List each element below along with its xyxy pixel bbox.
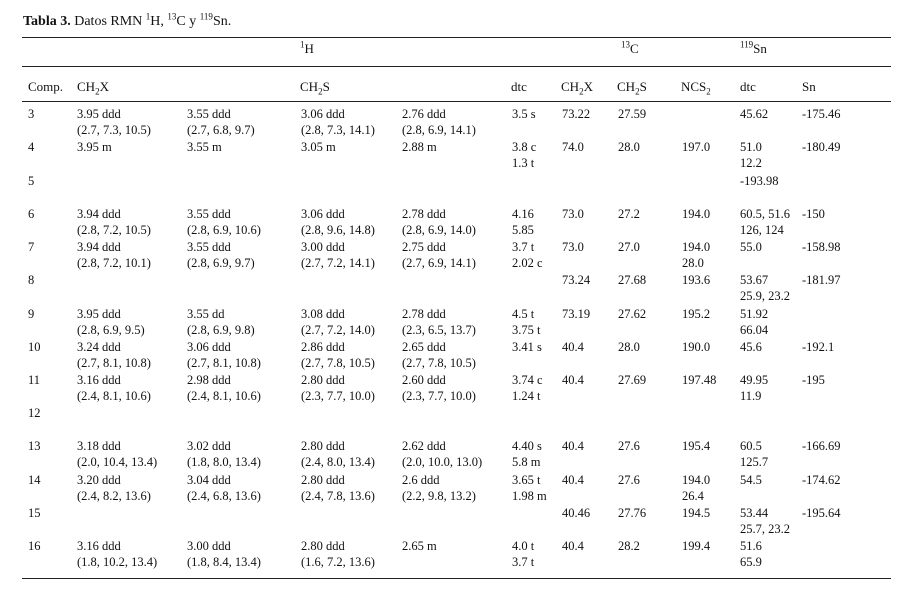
cell-comp: 3 [28, 107, 35, 121]
cell-sn: -195.64 [802, 506, 841, 520]
cell-sn: -150 [802, 207, 825, 221]
cell-sn: -180.49 [802, 140, 841, 154]
header-rule [22, 66, 891, 67]
cell-dtc: 4.5 t 3.75 t [512, 307, 541, 337]
cell-h2: 3.55 dd (2.8, 6.9, 9.8) [187, 307, 255, 337]
cell-h1: 3.24 ddd (2.7, 8.1, 10.8) [77, 340, 151, 370]
cell-c3: 194.0 [682, 207, 711, 221]
cell-h1: 3.94 ddd (2.8, 7.2, 10.5) [77, 207, 151, 237]
caption-sn: Sn. [212, 14, 232, 29]
cell-dtc: 3.65 t 1.98 m [512, 473, 547, 503]
caption-sup-13: 13 [167, 11, 177, 22]
cell-dtc: 4.16 5.85 [512, 207, 534, 237]
cell-c3: 197.0 [682, 140, 711, 154]
cell-c1: 73.0 [562, 240, 584, 254]
cell-sn: -166.69 [802, 439, 841, 453]
cell-h3: 3.00 ddd (2.7, 7.2, 14.1) [301, 240, 375, 270]
col-header-ch2s-h [300, 79, 330, 95]
cell-sn-dtc: 51.0 12.2 [740, 140, 762, 170]
cell-h1: 3.16 ddd (2.4, 8.1, 10.6) [77, 373, 151, 403]
cell-c1: 40.4 [562, 539, 584, 553]
cell-comp: 9 [28, 307, 35, 321]
cell-comp: 5 [28, 174, 35, 188]
cell-c3: 190.0 [682, 340, 711, 354]
cell-c1: 73.24 [562, 273, 591, 287]
col-header-dtc-sn: dtc [740, 79, 756, 94]
cell-dtc: 3.5 s [512, 107, 536, 121]
col-ch2x-c-sub: 2 [579, 86, 584, 97]
top-rule [22, 37, 891, 38]
cell-h3: 3.08 ddd (2.7, 7.2, 14.0) [301, 307, 375, 337]
cell-c2: 27.6 [618, 439, 640, 453]
cell-sn-dtc: 53.67 25.9, 23.2 [740, 273, 790, 303]
cell-sn: -195 [802, 373, 825, 387]
cell-h4: 2.88 m [402, 140, 437, 154]
col-header-ch2s-c [617, 79, 647, 95]
cell-sn-dtc: 60.5, 51.6 126, 124 [740, 207, 790, 237]
cell-c3: 194.5 [682, 506, 711, 520]
cell-sn-dtc: 45.6 [740, 340, 762, 354]
cell-h1: 3.95 ddd (2.8, 6.9, 9.5) [77, 307, 145, 337]
cell-dtc: 3.8 c 1.3 t [512, 140, 537, 170]
cell-sn: -175.46 [802, 107, 841, 121]
col-ch2s-c-sub: 2 [635, 86, 640, 97]
cell-dtc: 4.0 t 3.7 t [512, 539, 535, 569]
cell-c1: 73.22 [562, 107, 591, 121]
cell-c2: 28.2 [618, 539, 640, 553]
cell-c2: 27.2 [618, 207, 640, 221]
cell-c2: 27.69 [618, 373, 647, 387]
cell-sn: -181.97 [802, 273, 841, 287]
caption-label: Tabla 3. [23, 14, 71, 29]
col-ch2x-h-ch: CH [77, 79, 96, 94]
cell-comp: 4 [28, 140, 35, 154]
cell-h2: 3.06 ddd (2.7, 8.1, 10.8) [187, 340, 261, 370]
cell-sn-dtc: 55.0 [740, 240, 762, 254]
group-header-119sn [740, 41, 767, 57]
cell-sn-dtc: 51.92 66.04 [740, 307, 769, 337]
cell-h1: 3.16 ddd (1.8, 10.2, 13.4) [77, 539, 158, 569]
cell-sn: -174.62 [802, 473, 841, 487]
cell-comp: 11 [28, 373, 41, 387]
col-ch2s-c-ch: CH [617, 79, 636, 94]
cell-h1: 3.20 ddd (2.4, 8.2, 13.6) [77, 473, 151, 503]
cell-h3: 2.80 ddd (2.4, 7.8, 13.6) [301, 473, 375, 503]
cell-h4: 2.6 ddd (2.2, 9.8, 13.2) [402, 473, 476, 503]
cell-sn-dtc: 60.5 125.7 [740, 439, 769, 469]
cell-h2: 3.04 ddd (2.4, 6.8, 13.6) [187, 473, 261, 503]
caption-text: Datos RMN [74, 14, 146, 29]
cell-sn: -158.98 [802, 240, 841, 254]
col-ch2s-h-ch: CH [300, 79, 319, 94]
column-header-rule [22, 101, 891, 102]
cell-h2: 3.55 ddd (2.7, 6.8, 9.7) [187, 107, 255, 137]
col-header-dtc-h: dtc [511, 79, 527, 94]
cell-h2: 3.55 ddd (2.8, 6.9, 9.7) [187, 240, 255, 270]
col-ch2s-h-s: S [322, 79, 330, 94]
cell-comp: 6 [28, 207, 35, 221]
col-ch2x-h-sub: 2 [95, 86, 100, 97]
cell-h3: 2.80 ddd (1.6, 7.2, 13.6) [301, 539, 375, 569]
group-header-1h [300, 41, 314, 57]
group-c-label: C [630, 41, 639, 56]
cell-sn-dtc: -193.98 [740, 174, 779, 188]
col-ch2x-c-x: X [583, 79, 593, 94]
col-ncs2-sub: 2 [706, 86, 711, 97]
col-ch2s-h-sub: 2 [318, 86, 323, 97]
cell-c2: 28.0 [618, 140, 640, 154]
cell-c2: 27.6 [618, 473, 640, 487]
col-ch2x-c-ch: CH [561, 79, 580, 94]
cell-comp: 14 [28, 473, 41, 487]
cell-c3: 193.6 [682, 273, 711, 287]
cell-c3: 195.2 [682, 307, 711, 321]
cell-dtc: 4.40 s 5.8 m [512, 439, 542, 469]
table-caption [23, 11, 232, 30]
cell-dtc: 3.41 s [512, 340, 542, 354]
cell-c3: 194.0 26.4 [682, 473, 711, 503]
cell-c2: 27.59 [618, 107, 647, 121]
col-header-ch2x-h [77, 79, 109, 95]
cell-h4: 2.75 ddd (2.7, 6.9, 14.1) [402, 240, 476, 270]
cell-c2: 28.0 [618, 340, 640, 354]
caption-sup-119: 119 [199, 11, 213, 22]
cell-dtc: 3.74 c 1.24 t [512, 373, 543, 403]
group-h-sup: 1 [300, 39, 305, 50]
cell-h2: 2.98 ddd (2.4, 8.1, 10.6) [187, 373, 261, 403]
cell-comp: 12 [28, 406, 41, 420]
cell-sn-dtc: 53.44 25.7, 23.2 [740, 506, 790, 536]
cell-h4: 2.60 ddd (2.3, 7.7, 10.0) [402, 373, 476, 403]
cell-h2: 3.55 ddd (2.8, 6.9, 10.6) [187, 207, 261, 237]
cell-c3: 195.4 [682, 439, 711, 453]
cell-h1: 3.95 m [77, 140, 112, 154]
col-header-sn: Sn [802, 79, 816, 94]
col-header-ch2x-c [561, 79, 593, 95]
cell-sn: -192.1 [802, 340, 835, 354]
cell-h1: 3.18 ddd (2.0, 10.4, 13.4) [77, 439, 158, 469]
cell-comp: 10 [28, 340, 41, 354]
cell-sn-dtc: 54.5 [740, 473, 762, 487]
caption-c: C y [176, 14, 200, 29]
cell-h2: 3.02 ddd (1.8, 8.0, 13.4) [187, 439, 261, 469]
cell-c1: 40.4 [562, 439, 584, 453]
cell-c1: 73.19 [562, 307, 591, 321]
cell-h2: 3.55 m [187, 140, 222, 154]
col-header-ncs2 [681, 79, 711, 95]
cell-comp: 7 [28, 240, 35, 254]
cell-h2: 3.00 ddd (1.8, 8.4, 13.4) [187, 539, 261, 569]
cell-h4: 2.78 ddd (2.3, 6.5, 13.7) [402, 307, 476, 337]
cell-c2: 27.0 [618, 240, 640, 254]
cell-c2: 27.62 [618, 307, 647, 321]
bottom-rule [22, 578, 891, 579]
col-ch2x-h-x: X [99, 79, 109, 94]
cell-c3: 199.4 [682, 539, 711, 553]
cell-c1: 73.0 [562, 207, 584, 221]
cell-c1: 40.46 [562, 506, 591, 520]
group-sn-label: Sn [753, 41, 767, 56]
cell-c1: 40.4 [562, 373, 584, 387]
cell-comp: 8 [28, 273, 35, 287]
cell-comp: 15 [28, 506, 41, 520]
cell-c1: 40.4 [562, 340, 584, 354]
cell-c1: 40.4 [562, 473, 584, 487]
col-ch2s-c-s: S [639, 79, 647, 94]
cell-h1: 3.95 ddd (2.7, 7.3, 10.5) [77, 107, 151, 137]
cell-comp: 16 [28, 539, 41, 553]
group-sn-sup: 119 [740, 39, 754, 50]
cell-c3: 194.0 28.0 [682, 240, 711, 270]
caption-sup-1: 1 [145, 11, 151, 22]
cell-h4: 2.62 ddd (2.0, 10.0, 13.0) [402, 439, 483, 469]
cell-h4: 2.65 m [402, 539, 437, 553]
cell-sn-dtc: 49.95 11.9 [740, 373, 769, 403]
group-h-label: H [304, 41, 314, 56]
cell-comp: 13 [28, 439, 41, 453]
cell-c2: 27.68 [618, 273, 647, 287]
cell-h3: 3.06 ddd (2.8, 9.6, 14.8) [301, 207, 375, 237]
cell-h4: 2.65 ddd (2.7, 7.8, 10.5) [402, 340, 476, 370]
cell-c3: 197.48 [682, 373, 717, 387]
col-header-comp: Comp. [28, 79, 64, 94]
group-header-13c [621, 41, 639, 57]
cell-sn-dtc: 45.62 [740, 107, 769, 121]
cell-h3: 2.80 ddd (2.4, 8.0, 13.4) [301, 439, 375, 469]
cell-h3: 2.86 ddd (2.7, 7.8, 10.5) [301, 340, 375, 370]
cell-h3: 3.05 m [301, 140, 336, 154]
cell-h3: 2.80 ddd (2.3, 7.7, 10.0) [301, 373, 375, 403]
cell-sn-dtc: 51.6 65.9 [740, 539, 762, 569]
cell-h4: 2.76 ddd (2.8, 6.9, 14.1) [402, 107, 476, 137]
cell-h3: 3.06 ddd (2.8, 7.3, 14.1) [301, 107, 375, 137]
col-ncs2-label: NCS [681, 79, 707, 94]
cell-c1: 74.0 [562, 140, 584, 154]
cell-dtc: 3.7 t 2.02 c [512, 240, 543, 270]
caption-h: H, [150, 14, 168, 29]
cell-h4: 2.78 ddd (2.8, 6.9, 14.0) [402, 207, 476, 237]
group-c-sup: 13 [621, 39, 630, 50]
cell-h1: 3.94 ddd (2.8, 7.2, 10.1) [77, 240, 151, 270]
cell-c2: 27.76 [618, 506, 647, 520]
